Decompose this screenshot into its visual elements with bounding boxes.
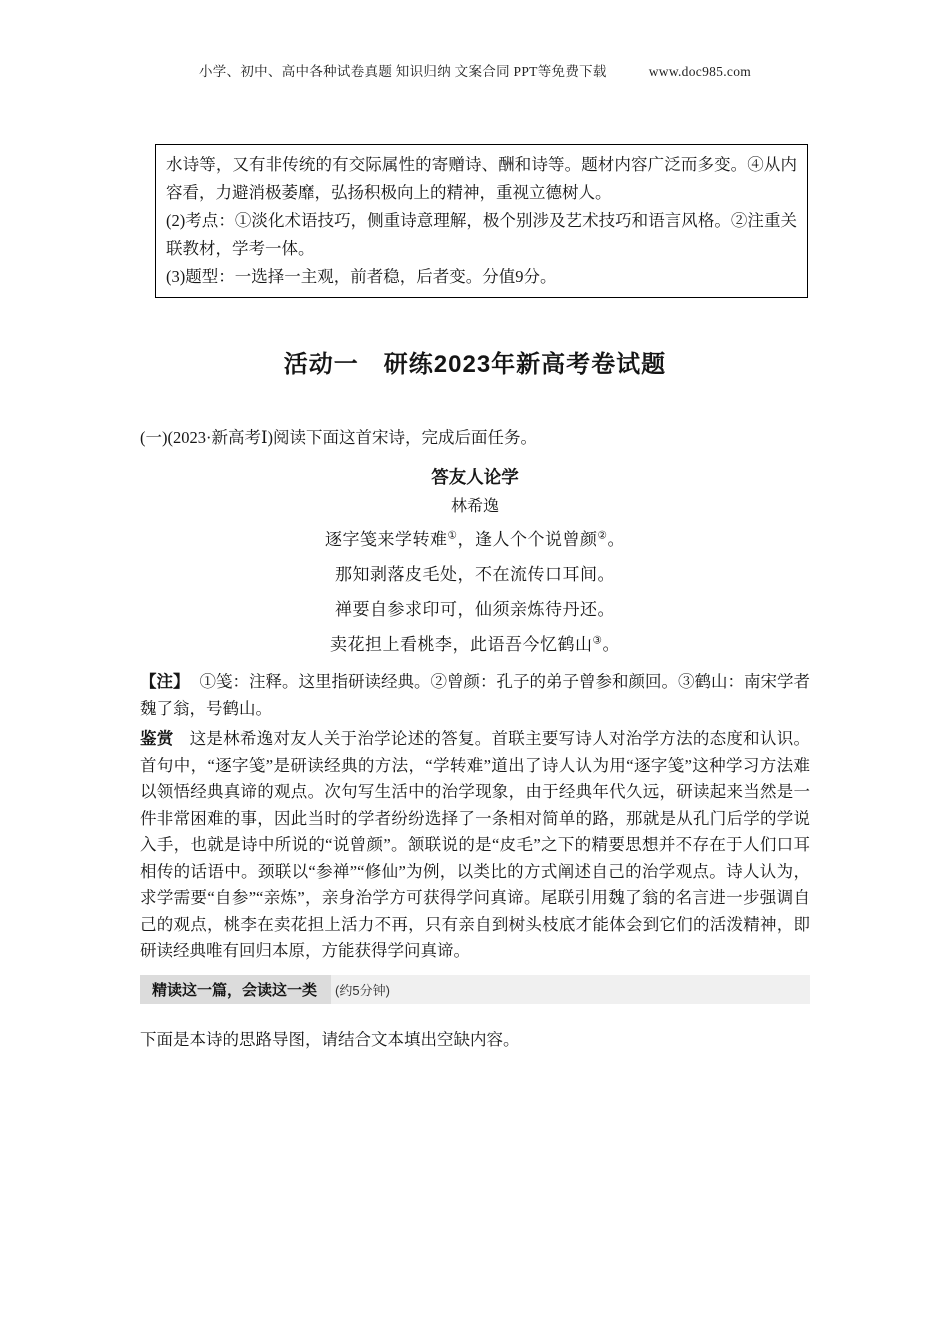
poem-line-1: 逐字笺来学转难①，逢人个个说曾颜②。 <box>325 530 625 549</box>
appreciation-label: 鉴赏 <box>140 729 174 748</box>
page-header <box>140 60 810 80</box>
info-box-line: 水诗等，又有非传统的有交际属性的寄赠诗、酬和诗等。题材内容广泛而多变。④从内容看，力避消极萎靡，弘扬积极向上的精神，重视立德树人。 <box>166 155 797 202</box>
poem-line-2: 那知剥落皮毛处，不在流传口耳间。 <box>335 565 615 584</box>
section-title: 活动一 研练2023年新高考卷试题 <box>283 351 667 378</box>
note-label: 【注】 <box>140 672 190 691</box>
appreciation-paragraph <box>140 726 810 965</box>
exam-info-box <box>155 144 808 298</box>
header-site-text: 小学、初中、高中各种试卷真题 知识归纳 文案合同 PPT等免费下载 <box>198 64 607 79</box>
poem-block <box>140 462 810 662</box>
poem-title: 答友人论学 <box>431 467 519 487</box>
poem-line-4: 卖花担上看桃李，此语吾今忆鹤山③。 <box>330 635 620 654</box>
poem-line-3: 禅要自参求印可，仙须亲炼待丹还。 <box>335 600 615 619</box>
appreciation-text: 这是林希逸对友人关于治学论述的答复。首联主要写诗人对治学方法的态度和认识。首句中，“逐字笺”是研读经典的方法，“学转难”道出了诗人认为用“逐字笺”这种学习方法难以领悟经典真谛的观点。次句写生活中的治学现象，由于经典年代久远，研读起来当然是一件非常困难的事，因此当时的学者纷纷选择了一条相对简单的路，那就是从孔门后学的学说入手，也就是诗中所说的“说曾颜”。颔联说的是“皮毛”之下的精要思想并不存在于人们口耳相传的话语中。颈联以“参禅”“修仙”为例，以类比的方式阐述自己的治学观点。诗人认为，求学需要“自参”“亲炼”，亲身治学方可获得学问真谛。尾联引用魏了翁的名言进一步强调自己的观点，桃李在卖花担上活力不再，只有亲自到树头枝底才能体会到它们的活泼精神，即研读经典唯有回归本原，方能获得学问真谛。 <box>140 729 811 960</box>
task-intro: (一)(2023·新高考Ⅰ)阅读下面这首宋诗，完成后面任务。 <box>140 428 537 447</box>
info-box-line: (2)考点：①淡化术语技巧，侧重诗意理解，极个别涉及艺术技巧和语言风格。②注重关联教材，学考一体。 <box>166 211 797 258</box>
poem-author: 林希逸 <box>450 498 499 515</box>
mindmap-prompt: 下面是本诗的思路导图，请结合文本填出空缺内容。 <box>140 1029 520 1049</box>
header-url: www.doc985.com <box>648 64 752 79</box>
reading-bar-title: 精读这一篇，会读这一类 <box>140 975 331 1004</box>
info-box-line: (3)题型：一选择一主观，前者稳，后者变。分值9分。 <box>166 267 557 286</box>
reading-section-bar <box>140 975 810 1004</box>
reading-bar-time: (约5分钟) <box>335 982 390 998</box>
note-text: ①笺：注释。这里指研读经典。②曾颜：孔子的弟子曾参和颜回。③鹤山：南宋学者魏了翁，号鹤山。 <box>140 672 810 718</box>
poem-note <box>140 668 810 722</box>
